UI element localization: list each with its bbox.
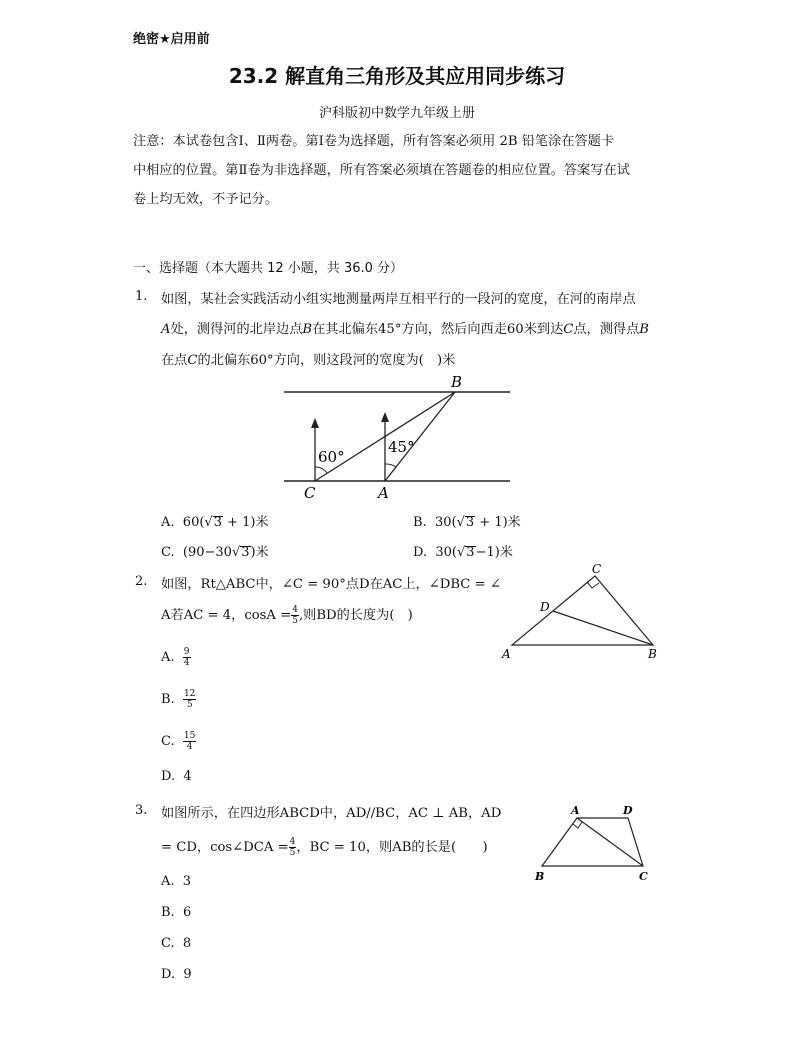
numerator: 15 [183, 731, 196, 741]
option-label: A. [161, 650, 175, 665]
q1-option-b[interactable]: B. 30(√3 + 1)米 [413, 515, 521, 530]
option-label: C. [161, 936, 175, 951]
option-text: 30( [435, 545, 457, 560]
right-angle-mark [587, 582, 599, 588]
radicand: 3 [465, 515, 475, 530]
q3-text: ，BC = 10，则AB的长是( ) [296, 840, 488, 855]
q1-var-c: C [187, 353, 198, 368]
option-text: 3 [182, 874, 192, 889]
option-label: B. [161, 692, 175, 707]
q3-option-a[interactable] [161, 874, 191, 889]
option-label: B. [161, 905, 175, 920]
point-c-label: C [304, 484, 316, 502]
quadrilateral-abcd [542, 818, 643, 866]
option-text: 30( [434, 515, 457, 530]
point-c-label: C [639, 870, 648, 883]
q2-text: ,则BD的长度为( ) [298, 608, 413, 623]
option-text: 6 [182, 905, 192, 920]
denominator: 4 [183, 658, 190, 668]
section-heading: 一、选择题（本大题共 12 小题，共 36.0 分） [133, 261, 404, 276]
option-label: A. [161, 515, 175, 530]
q1-var-a: A [161, 322, 171, 337]
option-label: C. [161, 545, 175, 560]
option-text: (90−30 [182, 545, 232, 560]
arrow-icon [381, 412, 389, 422]
numerator: 12 [183, 689, 196, 699]
line-ab [385, 392, 455, 481]
point-b-label: B [535, 870, 545, 883]
radicand: 3 [466, 545, 475, 560]
option-text: 8 [182, 936, 192, 951]
q1-line-2 [161, 318, 649, 337]
option-text: 60( [182, 515, 205, 530]
q3-option-b[interactable] [161, 905, 191, 920]
q2-option-a[interactable] [161, 647, 191, 668]
point-d-label: D [623, 804, 633, 817]
q1-line-3 [161, 349, 455, 368]
q1-text: 的北偏东60°方向，则这段河的宽度为( )米 [197, 353, 456, 368]
option-text: 9 [183, 967, 192, 982]
point-a-label: A [571, 804, 580, 817]
q1-text: 点，测得点 [573, 322, 640, 337]
notice-block [133, 127, 663, 214]
notice-line-3: 卷上均无效，不予记分。 [133, 192, 279, 207]
arrow-icon [311, 418, 319, 428]
option-label: C. [161, 734, 175, 749]
angle-arc-60 [315, 467, 327, 473]
denominator: 5 [186, 700, 193, 710]
angle-45-label: 45° [388, 438, 415, 456]
q3-line-2 [161, 836, 488, 858]
option-fraction [183, 647, 191, 668]
notice-line-1: 注意：本试卷包含Ⅰ、Ⅱ两卷。第Ⅰ卷为选择题，所有答案必须用 2B 铅笔涂在答题卡 [133, 134, 615, 149]
point-a-label: A [378, 484, 389, 502]
option-fraction [183, 731, 196, 752]
q1-text: 在其北偏东45°方向，然后向西走60米到达 [312, 322, 564, 337]
q2-line-1: 如图，Rt△ABC中，∠C = 90°点D在AC上，∠DBC = ∠ [161, 577, 501, 592]
q1-line-1: 如图，某社会实践活动小组实地测量两岸互相平行的一段河的宽度，在河的南岸点 [161, 292, 636, 307]
diagonal-ac [577, 818, 643, 866]
option-text: + 1)米 [223, 515, 269, 530]
q1-text: 处，测得河的北岸边点 [170, 322, 303, 337]
option-label: D. [413, 545, 428, 560]
q2-number: 2. [135, 574, 148, 589]
secret-mark: 绝密★启用前 [133, 32, 210, 47]
option-text: + 1)米 [475, 515, 521, 530]
q1-option-d[interactable]: D. 30(√3−1)米 [413, 545, 513, 560]
q3-figure [525, 800, 655, 885]
option-label: D. [161, 967, 176, 982]
page-title: 23.2 解直角三角形及其应用同步练习 [228, 64, 566, 88]
q1-var-b: B [302, 322, 313, 337]
q2-figure [498, 560, 668, 665]
q2-option-b[interactable] [161, 689, 196, 710]
q2-option-d[interactable] [161, 769, 192, 784]
q3-option-d[interactable] [161, 967, 192, 982]
radicand: 3 [213, 515, 222, 530]
radicand: 3 [241, 545, 250, 560]
q1-figure [280, 372, 520, 502]
numerator: 4 [292, 605, 298, 615]
right-angle-mark [573, 822, 582, 828]
numerator: 4 [289, 837, 296, 847]
page-subtitle: 沪科版初中数学九年级上册 [318, 106, 475, 121]
q1-option-a[interactable]: A. 60(√3 + 1)米 [161, 515, 269, 530]
q3-line-1: 如图所示，在四边形ABCD中，AD//BC，AC ⊥ AB，AD [161, 806, 502, 821]
option-label: B. [413, 515, 427, 530]
point-c-label: C [592, 562, 602, 576]
denominator: 5 [289, 848, 296, 858]
q3-option-c[interactable] [161, 936, 191, 951]
point-b-label: B [648, 647, 657, 661]
angle-arc-45 [385, 464, 396, 467]
q1-var-b: B [639, 322, 649, 337]
denominator: 4 [186, 742, 193, 752]
option-text: 4 [183, 769, 192, 784]
option-label: A. [161, 874, 175, 889]
option-text: −1)米 [475, 545, 513, 560]
q1-text: 在点 [161, 353, 188, 368]
q2-line-2 [161, 604, 413, 626]
point-b-label: B [451, 373, 463, 391]
angle-60-label: 60° [318, 448, 345, 466]
q2-option-c[interactable] [161, 731, 196, 752]
q1-var-c: C [563, 322, 574, 337]
q3-number: 3. [135, 803, 148, 818]
point-d-label: D [540, 600, 550, 614]
point-a-label: A [502, 647, 511, 661]
denominator: 5 [292, 616, 298, 626]
option-text: )米 [250, 545, 269, 560]
numerator: 9 [183, 647, 190, 657]
option-fraction [183, 689, 196, 710]
notice-line-2: 中相应的位置。第Ⅱ卷为非选择题，所有答案必须填在答题卷的相应位置。答案写在试 [133, 163, 630, 178]
triangle-abc [512, 576, 653, 645]
q3-text: = CD，cos∠DCA = [161, 840, 289, 855]
q1-number: 1. [135, 289, 148, 304]
q1-option-c[interactable]: C. (90−30√3)米 [161, 545, 269, 560]
option-label: D. [161, 769, 176, 784]
q2-fraction [291, 605, 299, 626]
q2-text: A若AC = 4，cosA = [161, 608, 292, 623]
